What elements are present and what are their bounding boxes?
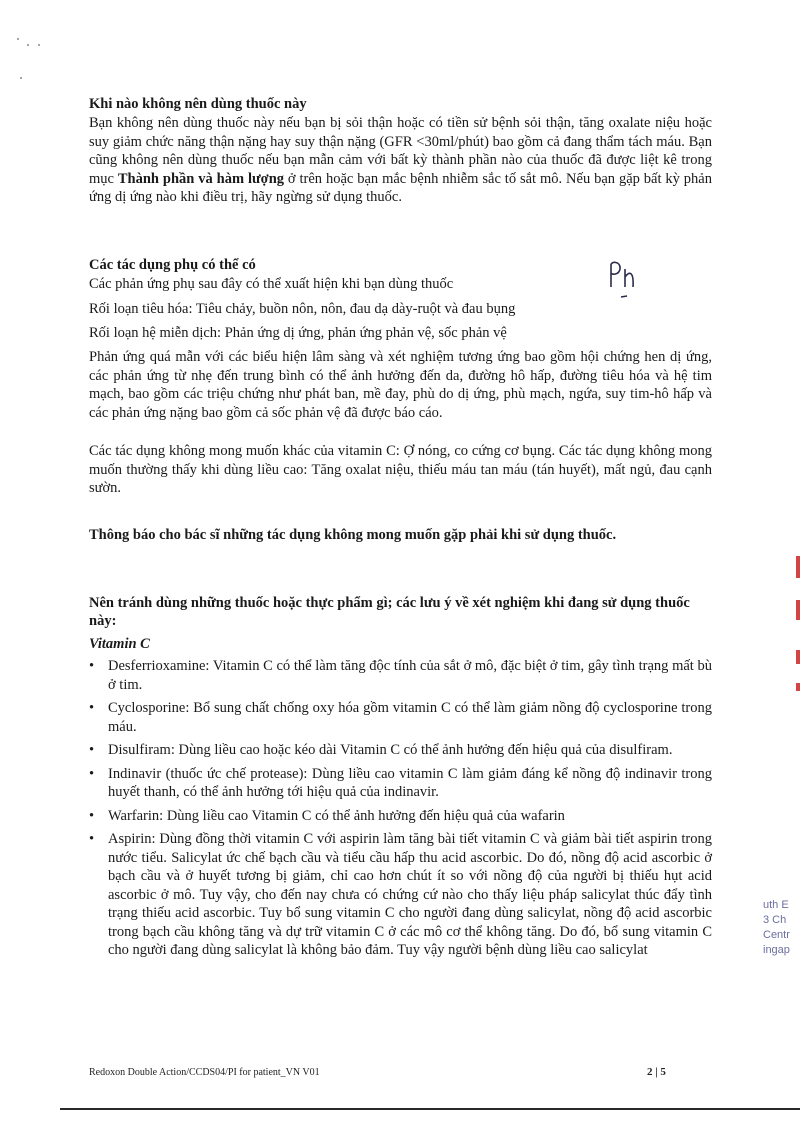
section-heading-interactions: Nên tránh dùng những thuốc hoặc thực phẩm gì; các lưu ý về xét nghiệm khi đang sử dụng thuốc này:	[89, 595, 690, 629]
interaction-list	[89, 657, 712, 960]
edge-mark	[796, 650, 800, 664]
list-item: • Indinavir (thuốc ức chế protease): Dùng liều cao vitamin C làm giảm đáng kể nồng độ indinavir trong huyết thanh, có thể ảnh hưởng tới hiệu quả của indinavir.	[89, 765, 712, 800]
scan-speck	[38, 44, 40, 46]
partial-stamp: uth E 3 Ch Centr ingap	[763, 899, 790, 956]
side-effects-other: Các tác dụng không mong muốn khác của vitamin C: Ợ nóng, co cứng cơ bụng. Các tác dụng không mong muốn thường thấy khi dùng liều cao: Tăng oxalat niệu, thiếu máu tan máu (tán huyết), mất ngủ, đau cạnh sườn.	[89, 443, 712, 496]
section-heading-notify-doctor: Thông báo cho bác sĩ những tác dụng không mong muốn gặp phải khi sử dụng thuốc.	[89, 527, 617, 543]
edge-mark	[796, 556, 800, 578]
subheading-vitamin-c: Vitamin C	[89, 636, 150, 652]
bottom-rule	[60, 1108, 800, 1110]
handwritten-initials	[603, 257, 643, 301]
side-effects-digestive: Rối loạn tiêu hóa: Tiêu chảy, buồn nôn, nôn, đau dạ dày-ruột và đau bụng	[89, 301, 516, 317]
scan-speck	[20, 77, 22, 79]
section-heading-contraindications: Khi nào không nên dùng thuốc này	[89, 96, 307, 112]
list-item: • Warfarin: Dùng liều cao Vitamin C có thể ảnh hưởng đến hiệu quả của wafarin	[89, 807, 565, 824]
section-heading-side-effects: Các tác dụng phụ có thể có	[89, 257, 256, 273]
scan-speck	[27, 44, 29, 46]
side-effects-hypersensitivity: Phản ứng quá mẫn với các biểu hiện lâm sàng và xét nghiệm tương ứng bao gồm hội chứng hen dị ứng, các phản ứng từ nhẹ đến trung bình có thể ảnh hưởng đến da, đường hô hấp, đường tiêu hóa và hệ tim mạch, bao gồm các triệu chứng như phát ban, mề đay, phù do dị ứng, phù mạch, ngứa, suy tim-hô hấp và các phản ứng nặng bao gồm cả sốc phản vệ đã được báo cáo.	[89, 349, 712, 421]
list-item: • Desferrioxamine: Vitamin C có thể làm tăng độc tính của sắt ở mô, đặc biệt ở tim, gây tình trạng mất bù ở tim.	[89, 658, 712, 693]
edge-mark	[796, 600, 800, 620]
contraindications-paragraph: Bạn không nên dùng thuốc này nếu bạn bị sỏi thận hoặc có tiền sử bệnh sỏi thận, tăng oxalate niệu hoặc suy giảm chức năng thận nặng hay suy thận nặng (GFR <30ml/phút) bao gồm cả đang thẩm tách máu. Bạn cũng không nên dùng thuốc nếu bạn mẫn cảm với bất kỳ thành phần nào của thuốc đã được liệt kê trong mục Thành phần và hàm lượng ở trên hoặc bạn mắc bệnh nhiễm sắc tố sắt mô. Nếu bạn gặp bất kỳ phản ứng dị ứng nào khi điều trị, hãy ngừng sử dụng thuốc.	[89, 115, 712, 205]
list-item: • Aspirin: Dùng đồng thời vitamin C với aspirin làm tăng bài tiết vitamin C và giảm bài tiết aspirin trong nước tiểu. Salicylat ức chế bạch cầu và tiểu cầu hấp thu acid ascorbic. Do đó, nồng độ acid ascorbic ở bạch cầu và ở huyết tương bị giảm, chỉ cao hơn chút ít so với nồng độ của người bị thiếu hụt acid ascorbic ở mô. Tuy vậy, cho đến nay chưa có chứng cứ nào cho thấy liệu pháp salicylat thúc đẩy tình trạng thiếu acid ascorbic. Tuy bổ sung vitamin C cho người đang dùng salicylat, nồng độ acid ascorbic trong bạch cầu không tăng và dự trữ vitamin C ở các mô cơ thể không tăng. Do đó, bổ sung vitamin C cho người đang dùng salicylat là không bảo đảm. Tuy vậy người bệnh dùng liều cao salicylat	[89, 831, 712, 958]
footer-page-number: 2 | 5	[647, 1066, 666, 1078]
list-item: • Disulfiram: Dùng liều cao hoặc kéo dài Vitamin C có thể ảnh hưởng đến hiệu quả của disulfiram.	[89, 742, 673, 758]
edge-mark	[796, 683, 800, 691]
side-effects-immune: Rối loạn hệ miễn dịch: Phản ứng dị ứng, phản ứng phản vệ, sốc phản vệ	[89, 325, 507, 341]
scan-speck	[17, 38, 19, 40]
side-effects-intro: Các phản ứng phụ sau đây có thể xuất hiện khi bạn dùng thuốc	[89, 276, 454, 292]
footer-doc-id: Redoxon Double Action/CCDS04/PI for patient_VN V01	[89, 1067, 320, 1078]
list-item: • Cyclosporine: Bổ sung chất chống oxy hóa gồm vitamin C có thể làm giảm nồng độ cyclosporine trong máu.	[89, 700, 712, 735]
